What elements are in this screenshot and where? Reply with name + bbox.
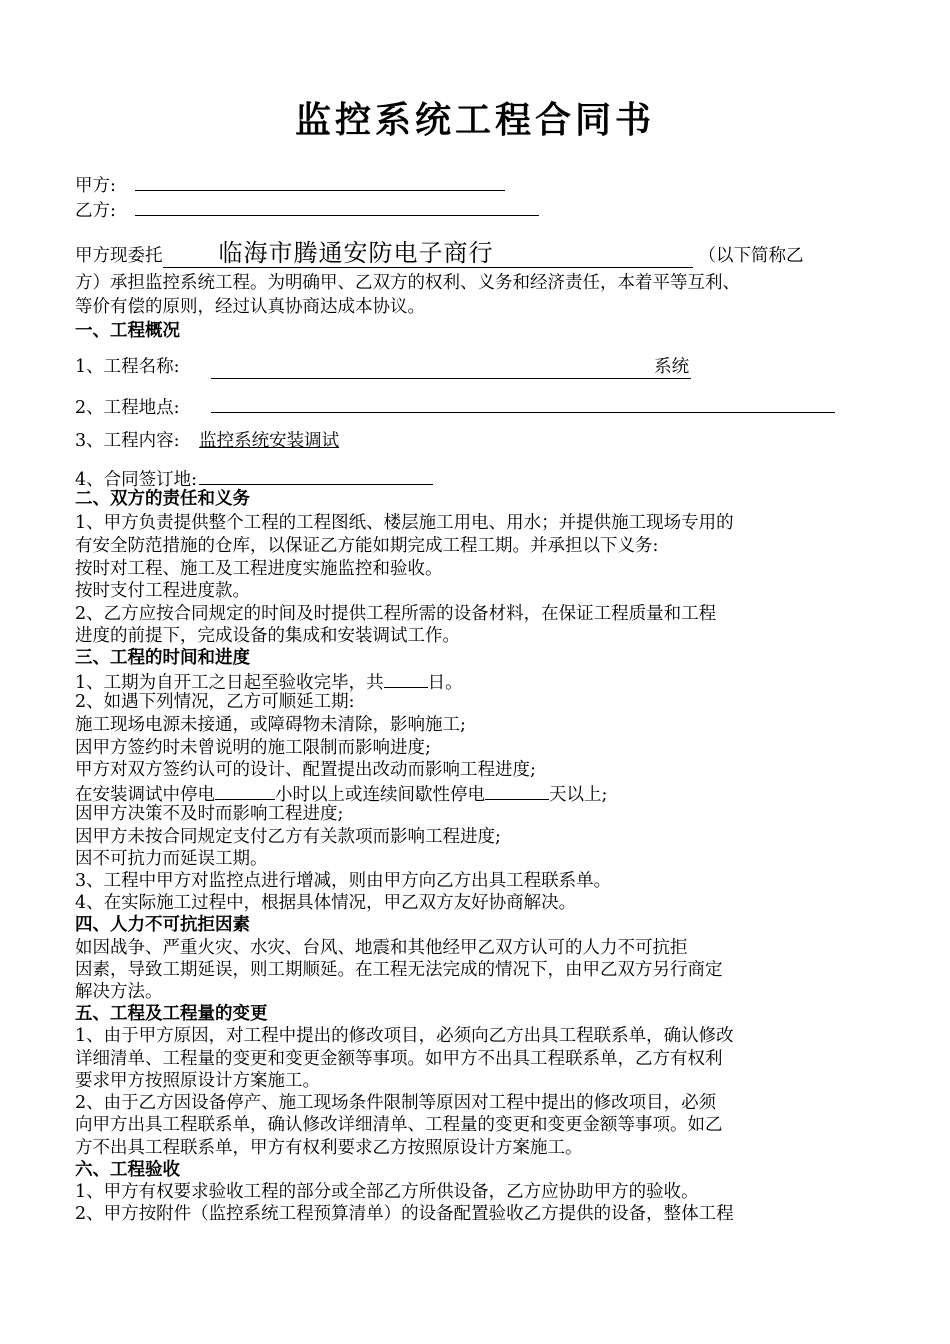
- s5-line-4: 2、由于乙方因设备停产、施工现场条件限制等原因对工程中提出的修改项目，必须: [75, 1093, 717, 1113]
- s6-line-1: 1、甲方有权要求验收工程的部分或全部乙方所供设备，乙方应协助甲方的验收。: [75, 1182, 699, 1202]
- s5-line-1: 1、由于甲方原因，对工程中提出的修改项目，必须向乙方出具工程联系单，确认修改: [75, 1026, 734, 1046]
- intro-line-2: 方）承担监控系统工程。为明确甲、乙双方的权利、义务和经济责任，本着平等互利、: [75, 273, 740, 293]
- s3-line-6-a: 在安装调试中停电: [75, 785, 215, 805]
- project-name-line: [75, 356, 691, 379]
- party-a-line: [75, 172, 505, 197]
- section-6-heading: 六、工程验收: [75, 1160, 180, 1180]
- s3-line-7: 因甲方决策不及时而影响工程进度;: [75, 804, 344, 824]
- s5-line-6: 方不出具工程联系单，甲方有权利要求乙方按照原设计方案施工。: [75, 1138, 583, 1158]
- s3-line-6-c: 天以上;: [549, 785, 608, 805]
- sign-place-blank: [199, 466, 433, 485]
- s2-line-5: 2、乙方应按合同规定的时间及时提供工程所需的设备材料，在保证工程质量和工程: [75, 604, 717, 624]
- project-name-blank: [211, 356, 691, 379]
- intro-line-1: [75, 239, 804, 268]
- intro-company-blank: [163, 239, 693, 268]
- s4-line-1: 如因战争、严重火灾、水灾、台风、地震和其他经甲乙双方认可的人力不可抗拒: [75, 938, 688, 958]
- project-content-label: 3、工程内容:: [75, 431, 180, 451]
- s3-line-3: 施工现场电源未接通，或障碍物未清除，影响施工;: [75, 715, 466, 735]
- section-2-heading: 二、双方的责任和义务: [75, 489, 250, 509]
- s6-line-2: 2、甲方按附件（监控系统工程预算清单）的设备配置验收乙方提供的设备，整体工程: [75, 1204, 734, 1224]
- s3-line-1-prefix: 1、工期为自开工之日起至验收完毕，共: [75, 673, 384, 693]
- section-1-heading: 一、工程概况: [75, 321, 180, 341]
- s2-line-1: 1、甲方负责提供整个工程的工程图纸、楼层施工用电、用水；并提供施工现场专用的: [75, 513, 734, 533]
- intro-line1-suffix: （以下简称乙: [698, 246, 804, 266]
- s2-line-4: 按时支付工程进度款。: [75, 581, 250, 601]
- s2-line-3: 按时对工程、施工及工程进度实施监控和验收。: [75, 559, 443, 579]
- outage-days-blank: [485, 781, 549, 800]
- project-site-blank: [211, 394, 835, 413]
- s3-line-9: 因不可抗力而延误工期。: [75, 849, 268, 869]
- project-name-label: 1、工程名称:: [75, 357, 180, 377]
- s3-line-2: 2、如遇下列情况，乙方可顺延工期:: [75, 692, 355, 712]
- page-title: 监控系统工程合同书: [294, 99, 655, 141]
- duration-days-blank: [384, 669, 428, 688]
- s2-line-2: 有安全防范措施的仓库，以保证乙方能如期完成工程工期。并承担以下义务:: [75, 536, 659, 556]
- s3-line-11: 4、在实际施工过程中，根据具体情况，甲乙双方友好协商解决。: [75, 893, 577, 913]
- project-content-line: [75, 430, 339, 452]
- project-content-value: 监控系统安装调试: [199, 431, 340, 451]
- s5-line-3: 要求甲方按照原设计方案施工。: [75, 1071, 320, 1091]
- s5-line-5: 向甲方出具工程联系单，确认修改详细清单、工程量的变更和变更金额等事项。如乙: [75, 1115, 723, 1135]
- party-a-label: 甲方:: [75, 176, 116, 196]
- section-4-heading: 四、人力不可抗拒因素: [75, 915, 250, 935]
- outage-hours-blank: [215, 781, 275, 800]
- s5-line-2: 详细清单、工程量的变更和变更金额等事项。如甲方不出具工程联系单，乙方有权利: [75, 1049, 723, 1069]
- s3-line-1-suffix: 日。: [427, 673, 463, 693]
- s3-line-5: 甲方对双方签约认可的设计、配置提出改动而影响工程进度;: [75, 760, 536, 780]
- project-site-line: [75, 394, 835, 419]
- party-b-line: [75, 197, 539, 222]
- s3-line-8: 因甲方未按合同规定支付乙方有关款项而影响工程进度;: [75, 827, 501, 847]
- s3-line-4: 因甲方签约时未曾说明的施工限制而影响进度;: [75, 738, 431, 758]
- sign-place-label: 4、合同签订地:: [75, 470, 198, 490]
- s4-line-2: 因素，导致工期延误，则工期顺延。在工程无法完成的情况下，由甲乙双方另行商定: [75, 960, 723, 980]
- s2-line-6: 进度的前提下，完成设备的集成和安装调试工作。: [75, 626, 460, 646]
- s3-line-6-b: 小时以上或连续间歇性停电: [275, 785, 485, 805]
- party-b-blank: [135, 197, 539, 216]
- company-name: 临海市腾通安防电子商行: [218, 239, 494, 267]
- section-3-heading: 三、工程的时间和进度: [75, 648, 250, 668]
- party-a-blank: [135, 172, 505, 191]
- s3-line-10: 3、工程中甲方对监控点进行增减，则由甲方向乙方出具工程联系单。: [75, 871, 612, 891]
- section-5-heading: 五、工程及工程量的变更: [75, 1004, 268, 1024]
- party-b-label: 乙方:: [75, 201, 116, 221]
- s4-line-3: 解决方法。: [75, 982, 163, 1002]
- intro-prefix: 甲方现委托: [75, 246, 163, 266]
- intro-line-3: 等价有偿的原则，经过认真协商达成本协议。: [75, 297, 425, 317]
- project-name-suffix: 系统: [654, 357, 690, 377]
- project-site-label: 2、工程地点:: [75, 398, 180, 418]
